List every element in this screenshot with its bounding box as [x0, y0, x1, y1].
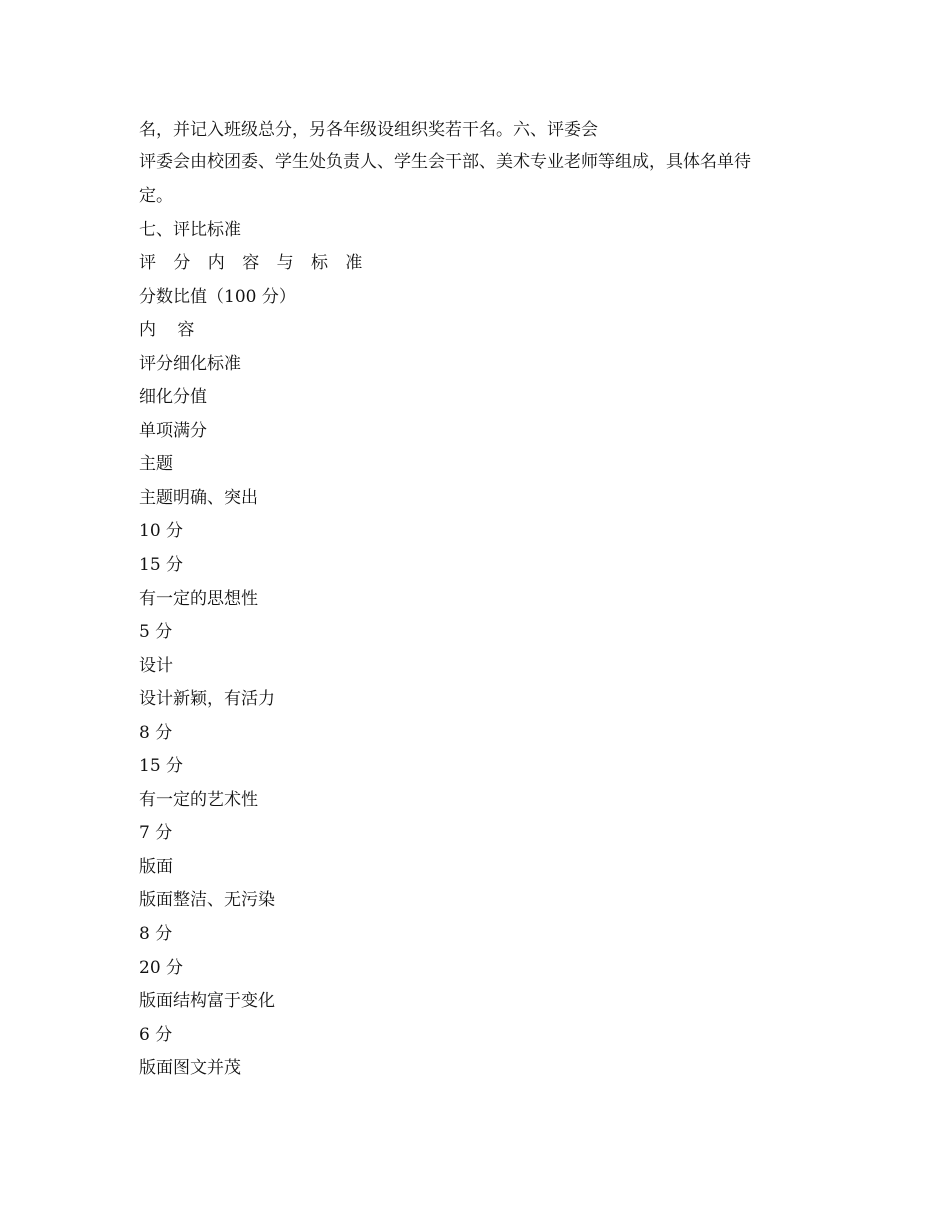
- table-header: 细化分值: [139, 387, 207, 408]
- table-cell: 15 分: [139, 555, 184, 576]
- table-header: 内 容: [139, 320, 203, 341]
- text-line: 评委会由校团委、学生处负责人、学生会干部、美术专业老师等组成，具体名单待: [139, 152, 751, 172]
- table-cell: 15 分: [139, 756, 184, 777]
- table-cell: 7 分: [139, 823, 173, 844]
- table-cell: 有一定的艺术性: [139, 789, 258, 810]
- text-line: 定。: [139, 186, 173, 206]
- table-cell: 主题明确、突出: [139, 487, 258, 508]
- table-header: 单项满分: [139, 420, 207, 441]
- table-cell: 设计新颖，有活力: [139, 689, 275, 710]
- table-cell: 8 分: [139, 924, 173, 945]
- table-cell: 版面: [139, 856, 173, 877]
- table-cell: 有一定的思想性: [139, 588, 258, 609]
- table-cell: 版面图文并茂: [139, 1058, 241, 1079]
- table-cell: 版面整洁、无污染: [139, 890, 275, 911]
- text-line: 名，并记入班级总分，另各年级设组织奖若干名。六、评委会: [139, 120, 598, 140]
- table-cell: 6 分: [139, 1024, 173, 1045]
- table-title: 评 分 内 容 与 标 准: [139, 253, 369, 274]
- table-cell: 主题: [139, 454, 173, 475]
- table-cell: 20 分: [139, 957, 184, 978]
- table-cell: 8 分: [139, 722, 173, 743]
- table-cell: 版面结构富于变化: [139, 991, 275, 1012]
- table-cell: 10 分: [139, 521, 184, 542]
- document-body: [139, 116, 829, 1086]
- table-cell: 设计: [139, 655, 173, 676]
- section-heading: 七、评比标准: [139, 219, 241, 240]
- table-header: 分数比值（100 分）: [139, 286, 296, 307]
- table-header: 评分细化标准: [139, 353, 241, 374]
- table-cell: 5 分: [139, 622, 173, 643]
